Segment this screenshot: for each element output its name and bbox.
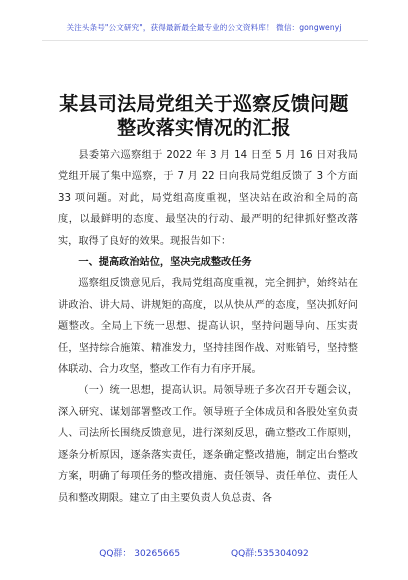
- document-title-line-2: 整改落实情况的汇报: [117, 117, 291, 139]
- footer-qq-2: QQ群:535304092: [230, 549, 309, 559]
- subsection-1-paragraph: （一）统一思想，提高认识。局领导班子多次召开专题会议，深入研究、谋划部署整改工作。领导班子全体成员和各股处室负责人、司法所长围绕反馈意见，进行深刻反思，确立整改工作原则，逐条分析原因，逐条落实责任，逐条确定整改措施，制定出台整改方案，明确了每项任务的整改措施、责任领导、责任单位、责任人员和整改期限。建立了由主要负责人负总责、各: [58, 385, 358, 504]
- footer-contact: [0, 546, 408, 559]
- header-divider: [42, 40, 368, 41]
- document-body: [58, 145, 358, 509]
- header-banner: 关注头条号"公文研究"，获得最新最全最专业的公文资料库！ 微信：gongwenyj: [66, 23, 342, 32]
- section-1-heading: 一、提高政治站位，坚决完成整改任务: [78, 257, 252, 269]
- document-title-line-1: 某县司法局党组关于巡察反馈问题: [59, 93, 349, 115]
- footer-qq-1: QQ群： 30265665: [99, 549, 181, 559]
- intro-paragraph: 县委第六巡察组于 2022 年 3 月 14 日至 5 月 16 日对我局党组开展了集中巡察，于 7 月 22 日向我局党组反馈了 3 个方面 33 项问题。对此，局党组高度重视，坚决站在政治和全局的高度，以最鲜明的态度、最坚决的行动、最严明的纪律抓好整改落实，取得了良好的效果。现报告如下：: [58, 150, 358, 247]
- section-1-paragraph: 巡察组反馈意见后，我局党组高度重视，完全拥护，始终站在讲政治、讲大局、讲规矩的高度，以从快从严的态度，坚决抓好问题整改。全局上下统一思想、提高认识，坚持问题导向、压实责任，坚持综合施策、精准发力，坚持挂图作战、对账销号，坚持整体联动、合力攻坚，整改工作有力有序开展。: [58, 278, 358, 376]
